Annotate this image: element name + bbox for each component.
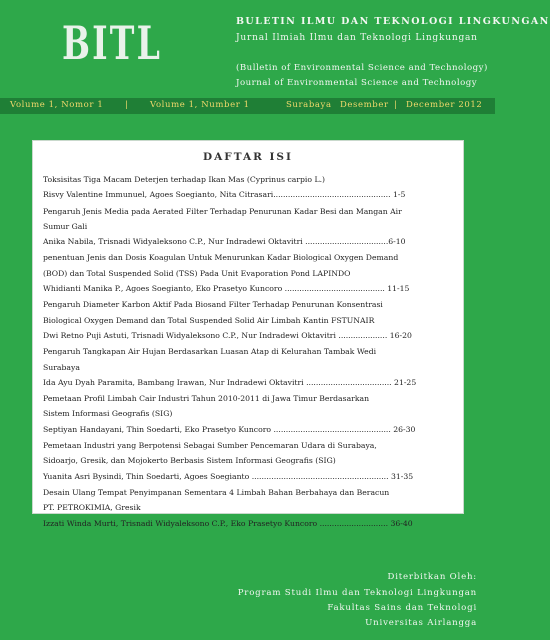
toc-entry-authors: Septiyan Handayani, Thin Soedarti, Eko Prasetyo Kuncoro ................................................ 26-30 bbox=[43, 424, 416, 434]
toc-entry-title: Sistem Informasi Geografis (SIG) bbox=[43, 409, 173, 419]
journal-subtitle: Jurnal Ilmiah Ilmu dan Teknologi Lingkungan bbox=[236, 33, 478, 43]
toc-entry-authors: Yuanita Asri Bysindi, Thin Soedarti, Agoes Soegianto ........................................................ 31-35 bbox=[43, 471, 414, 481]
toc-entry-title: Pengaruh Tangkapan Air Hujan Berdasarkan Luasan Atap di Kelurahan Tambak Wedi bbox=[43, 347, 377, 357]
publisher-university: Universitas Airlangga bbox=[365, 618, 477, 628]
toc-entry[interactable] bbox=[43, 391, 457, 437]
cover-header bbox=[0, 0, 550, 95]
toc-entry-title: Pemetaan Industri yang Berpotensi Sebagai Sumber Pencemaran Udara di Surabaya, bbox=[43, 441, 377, 451]
journal-title-en: (Bulletin of Environmental Science and Technology) bbox=[236, 63, 488, 73]
toc-entry-title: PT. PETROKIMIA, Gresik bbox=[43, 503, 141, 513]
toc-list bbox=[43, 172, 457, 532]
volume-id: Volume 1, Nomor 1 bbox=[10, 100, 104, 110]
toc-entry-title: Surabaya bbox=[43, 362, 80, 372]
toc-title: DAFTAR ISI bbox=[203, 151, 293, 163]
issue-month-en: December 2012 bbox=[406, 100, 483, 110]
toc-entry-title: Sidoarjo, Gresik, dan Mojokerto Berbasis Sistem Informasi Geografis (SIG) bbox=[43, 456, 336, 466]
toc-entry-title: (BOD) dan Total Suspended Solid (TSS) Pada Unit Evaporation Pond LAPINDO bbox=[43, 268, 351, 278]
toc-entry[interactable] bbox=[43, 250, 457, 296]
toc-entry[interactable] bbox=[43, 172, 457, 203]
toc-entry-title: Pemetaan Profil Limbah Cair Industri Tahun 2010-2011 di Jawa Timur Berdasarkan bbox=[43, 394, 370, 404]
journal-subtitle-en: Journal of Environmental Science and Technology bbox=[236, 78, 478, 88]
toc-entry-authors: Izzati Winda Murti, Trisnadi Widyaleksono C.P., Eko Prasetyo Kuncoro ............................ 36-40 bbox=[43, 518, 413, 528]
toc-entry-authors: Whidianti Manika P., Agoes Soegianto, Eko Prasetyo Kuncoro ......................................... 11-15 bbox=[43, 284, 410, 294]
toc-entry-authors: Risvy Valentine Immunuel, Agoes Soegianto, Nita Citrasari................................................ 1-5 bbox=[43, 190, 406, 200]
toc-entry-title: Biological Oxygen Demand dan Total Suspended Solid Air Limbah Kantin FSTUNAIR bbox=[43, 315, 375, 325]
volume-en: Volume 1, Number 1 bbox=[150, 100, 250, 110]
toc-entry[interactable] bbox=[43, 485, 457, 531]
toc-entry-title: Sumur Gali bbox=[43, 221, 88, 231]
journal-logo: BITL bbox=[62, 16, 163, 70]
toc-entry[interactable] bbox=[43, 297, 457, 343]
toc-entry-title: Pengaruh Diameter Karbon Aktif Pada Biosand Filter Terhadap Penurunan Konsentrasi bbox=[43, 300, 383, 310]
toc-entry[interactable] bbox=[43, 344, 457, 390]
toc-entry-title: Desain Ulang Tempat Penyimpanan Sementara 4 Limbah Bahan Berbahaya dan Beracun bbox=[43, 487, 390, 497]
toc-entry-authors: Dwi Retno Puji Astuti, Trisnadi Widyaleksono C.P., Nur Indradewi Oktavitri .................... 16-20 bbox=[43, 330, 412, 340]
toc-entry[interactable] bbox=[43, 204, 457, 250]
toc-entry-title: penentuan Jenis dan Dosis Koagulan Untuk Menurunkan Kadar Biological Oxygen Demand bbox=[43, 253, 399, 263]
publisher-program: Program Studi Ilmu dan Teknologi Lingkungan bbox=[237, 588, 477, 598]
publisher-label: Diterbitkan Oleh: bbox=[387, 572, 477, 582]
table-of-contents bbox=[32, 140, 464, 528]
toc-entry-title: Toksisitas Tiga Macam Deterjen terhadap Ikan Mas (Cyprinus carpio L.) bbox=[43, 175, 326, 184]
band-separator: | bbox=[394, 100, 398, 110]
toc-entry-title: Pengaruh Jenis Media pada Aerated Filter Terhadap Penurunan Kadar Besi dan Mangan Air bbox=[43, 206, 402, 216]
band-separator: | bbox=[125, 100, 129, 110]
toc-entry[interactable] bbox=[43, 438, 457, 484]
publisher-faculty: Fakultas Sains dan Teknologi bbox=[327, 603, 477, 613]
toc-entry-authors: Anika Nabila, Trisnadi Widyaleksono C.P., Nur Indradewi Oktavitri ..................................6-10 bbox=[43, 237, 406, 247]
issue-month-id: Desember bbox=[340, 100, 389, 110]
journal-title: BULETIN ILMU DAN TEKNOLOGI LINGKUNGAN bbox=[236, 16, 550, 27]
issue-band bbox=[0, 98, 495, 114]
toc-entry-authors: Ida Ayu Dyah Paramita, Bambang Irawan, Nur Indradewi Oktavitri ................................... 21-25 bbox=[43, 377, 417, 387]
issue-city: Surabaya bbox=[286, 100, 332, 110]
